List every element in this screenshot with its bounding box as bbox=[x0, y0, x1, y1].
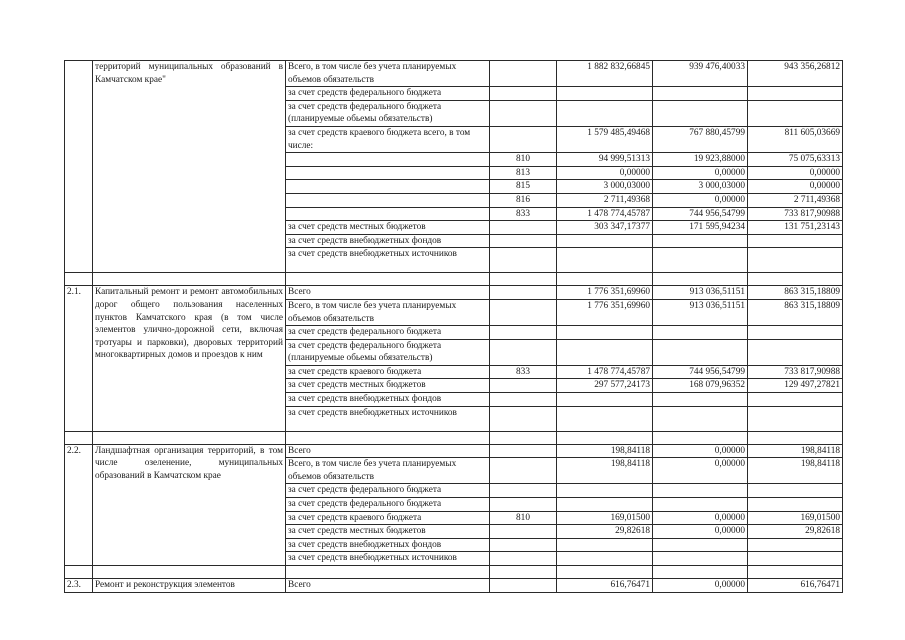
amount-total: 169,01500 bbox=[557, 511, 653, 525]
amount-period-2: 198,84118 bbox=[748, 444, 843, 458]
amount-total: 1 579 485,49468 bbox=[557, 126, 653, 152]
empty-cell bbox=[490, 431, 557, 444]
amount-period-2: 0,00000 bbox=[748, 180, 843, 194]
amount-period-1 bbox=[653, 248, 748, 273]
empty-cell bbox=[490, 273, 557, 286]
section-gap-row bbox=[65, 431, 843, 444]
funding-source-label bbox=[286, 193, 490, 207]
amount-period-2 bbox=[748, 100, 843, 126]
funding-source-label: за счет средств краевого бюджета bbox=[286, 511, 490, 525]
funding-source-label: за счет средств внебюджетных источников bbox=[286, 248, 490, 273]
empty-cell bbox=[93, 566, 286, 579]
amount-period-1 bbox=[653, 326, 748, 340]
amount-period-1: 168 079,96352 bbox=[653, 379, 748, 393]
budget-code bbox=[490, 100, 557, 126]
table-row bbox=[65, 579, 843, 593]
budget-code: 810 bbox=[490, 511, 557, 525]
budget-code bbox=[490, 326, 557, 340]
budget-code: 810 bbox=[490, 153, 557, 167]
amount-period-1: 0,00000 bbox=[653, 166, 748, 180]
amount-period-2 bbox=[748, 406, 843, 431]
table-row bbox=[65, 61, 843, 87]
amount-period-2 bbox=[748, 552, 843, 566]
empty-cell bbox=[557, 566, 653, 579]
amount-period-2: 863 315,18809 bbox=[748, 286, 843, 300]
budget-table bbox=[64, 60, 843, 593]
amount-total bbox=[557, 484, 653, 498]
amount-total: 1 478 774,45787 bbox=[557, 365, 653, 379]
empty-cell bbox=[65, 566, 93, 579]
budget-code bbox=[490, 87, 557, 101]
funding-source-label: за счет средств местных бюджетов bbox=[286, 221, 490, 235]
budget-code: 833 bbox=[490, 365, 557, 379]
budget-table-body bbox=[65, 61, 843, 593]
amount-total bbox=[557, 339, 653, 365]
budget-code bbox=[490, 126, 557, 152]
empty-cell bbox=[286, 431, 490, 444]
amount-period-1: 19 923,88000 bbox=[653, 153, 748, 167]
empty-cell bbox=[557, 273, 653, 286]
funding-source-label bbox=[286, 166, 490, 180]
amount-period-1: 913 036,51151 bbox=[653, 286, 748, 300]
empty-cell bbox=[748, 431, 843, 444]
budget-code bbox=[490, 61, 557, 87]
empty-cell bbox=[93, 431, 286, 444]
amount-period-2: 29,82618 bbox=[748, 525, 843, 539]
amount-period-2 bbox=[748, 498, 843, 512]
amount-period-2: 75 075,63313 bbox=[748, 153, 843, 167]
section-name: Капитальный ремонт и ремонт автомобильных дорог общего пользования населенных пунктов Камчатского края (в том числе элементов улично-дорожной сети, включая тротуары и парковки), дворовых территорий многоквартирных домов и проездов к ним bbox=[93, 286, 286, 431]
funding-source-label: за счет средств внебюджетных фондов bbox=[286, 393, 490, 407]
empty-cell bbox=[557, 431, 653, 444]
amount-total: 29,82618 bbox=[557, 525, 653, 539]
funding-source-label: за счет средств федерального бюджета bbox=[286, 498, 490, 512]
amount-period-2: 616,76471 bbox=[748, 579, 843, 593]
empty-cell bbox=[653, 431, 748, 444]
budget-code bbox=[490, 498, 557, 512]
amount-period-1: 0,00000 bbox=[653, 444, 748, 458]
empty-cell bbox=[653, 566, 748, 579]
amount-period-1 bbox=[653, 498, 748, 512]
amount-period-2: 863 315,18809 bbox=[748, 299, 843, 325]
amount-total bbox=[557, 538, 653, 552]
budget-code bbox=[490, 484, 557, 498]
empty-cell bbox=[748, 566, 843, 579]
budget-code: 815 bbox=[490, 180, 557, 194]
amount-period-1 bbox=[653, 100, 748, 126]
amount-total: 1 776 351,69960 bbox=[557, 299, 653, 325]
amount-total bbox=[557, 100, 653, 126]
funding-source-label: за счет средств внебюджетных источников bbox=[286, 406, 490, 431]
section-name: территорий муниципальных образований в Камчатском крае" bbox=[93, 61, 286, 273]
empty-cell bbox=[490, 566, 557, 579]
budget-code bbox=[490, 444, 557, 458]
amount-period-1: 171 595,94234 bbox=[653, 221, 748, 235]
amount-period-2 bbox=[748, 339, 843, 365]
amount-period-2: 733 817,90988 bbox=[748, 207, 843, 221]
amount-period-1: 0,00000 bbox=[653, 193, 748, 207]
amount-total bbox=[557, 498, 653, 512]
amount-total bbox=[557, 234, 653, 248]
funding-source-label: Всего, в том числе без учета планируемых объемов обязательств bbox=[286, 458, 490, 484]
section-number: 2.1. bbox=[65, 286, 93, 431]
funding-source-label bbox=[286, 180, 490, 194]
amount-total bbox=[557, 552, 653, 566]
funding-source-label: за счет средств внебюджетных источников bbox=[286, 552, 490, 566]
amount-total: 616,76471 bbox=[557, 579, 653, 593]
amount-period-2 bbox=[748, 326, 843, 340]
amount-period-1 bbox=[653, 552, 748, 566]
budget-code bbox=[490, 393, 557, 407]
amount-period-2 bbox=[748, 393, 843, 407]
empty-cell bbox=[286, 566, 490, 579]
funding-source-label: за счет средств краевого бюджета bbox=[286, 365, 490, 379]
empty-cell bbox=[65, 273, 93, 286]
empty-cell bbox=[286, 273, 490, 286]
amount-period-2 bbox=[748, 538, 843, 552]
amount-total: 3 000,03000 bbox=[557, 180, 653, 194]
amount-period-2: 2 711,49368 bbox=[748, 193, 843, 207]
amount-period-2: 943 356,26812 bbox=[748, 61, 843, 87]
amount-period-1 bbox=[653, 484, 748, 498]
funding-source-label: за счет средств федерального бюджета (планируемые обьемы обязательств) bbox=[286, 100, 490, 126]
budget-code bbox=[490, 248, 557, 273]
budget-code bbox=[490, 234, 557, 248]
funding-source-label: за счет средств внебюджетных фондов bbox=[286, 234, 490, 248]
funding-source-label: за счет средств федерального бюджета bbox=[286, 87, 490, 101]
table-row bbox=[65, 444, 843, 458]
amount-period-1: 0,00000 bbox=[653, 511, 748, 525]
budget-code bbox=[490, 525, 557, 539]
section-gap-row bbox=[65, 273, 843, 286]
amount-period-2: 0,00000 bbox=[748, 166, 843, 180]
section-name: Ландшафтная организация территорий, в том числе озеленение, муниципальных образований в Камчатском крае bbox=[93, 444, 286, 565]
section-name: Ремонт и реконструкция элементов bbox=[93, 579, 286, 593]
amount-total: 1 882 832,66845 bbox=[557, 61, 653, 87]
amount-period-1 bbox=[653, 393, 748, 407]
budget-code: 833 bbox=[490, 207, 557, 221]
amount-period-1: 913 036,51151 bbox=[653, 299, 748, 325]
amount-period-2: 198,84118 bbox=[748, 458, 843, 484]
empty-cell bbox=[748, 273, 843, 286]
amount-total: 198,84118 bbox=[557, 458, 653, 484]
budget-code bbox=[490, 538, 557, 552]
budget-code: 813 bbox=[490, 166, 557, 180]
budget-code bbox=[490, 339, 557, 365]
budget-code bbox=[490, 552, 557, 566]
amount-period-1 bbox=[653, 339, 748, 365]
funding-source-label: за счет средств федерального бюджета bbox=[286, 326, 490, 340]
funding-source-label: за счет средств внебюджетных фондов bbox=[286, 538, 490, 552]
table-row bbox=[65, 286, 843, 300]
amount-total: 1 478 774,45787 bbox=[557, 207, 653, 221]
budget-code: 816 bbox=[490, 193, 557, 207]
amount-period-1: 744 956,54799 bbox=[653, 207, 748, 221]
budget-code bbox=[490, 458, 557, 484]
funding-source-label: за счет средств местных бюджетов bbox=[286, 525, 490, 539]
amount-period-2: 733 817,90988 bbox=[748, 365, 843, 379]
amount-total: 94 999,51313 bbox=[557, 153, 653, 167]
amount-total: 297 577,24173 bbox=[557, 379, 653, 393]
amount-total bbox=[557, 326, 653, 340]
section-number bbox=[65, 61, 93, 273]
amount-period-1 bbox=[653, 406, 748, 431]
amount-period-1: 767 880,45799 bbox=[653, 126, 748, 152]
empty-cell bbox=[65, 431, 93, 444]
section-number: 2.2. bbox=[65, 444, 93, 565]
amount-total bbox=[557, 406, 653, 431]
amount-period-2 bbox=[748, 87, 843, 101]
funding-source-label: за счет средств федерального бюджета (планируемые обьемы обязательств) bbox=[286, 339, 490, 365]
amount-total: 1 776 351,69960 bbox=[557, 286, 653, 300]
amount-period-2: 131 751,23143 bbox=[748, 221, 843, 235]
funding-source-label bbox=[286, 207, 490, 221]
budget-code bbox=[490, 286, 557, 300]
amount-period-2 bbox=[748, 248, 843, 273]
amount-period-2: 169,01500 bbox=[748, 511, 843, 525]
budget-code bbox=[490, 379, 557, 393]
funding-source-label: Всего, в том числе без учета планируемых объемов обязательств bbox=[286, 61, 490, 87]
amount-period-1 bbox=[653, 234, 748, 248]
funding-source-label bbox=[286, 153, 490, 167]
section-number: 2.3. bbox=[65, 579, 93, 593]
funding-source-label: Всего bbox=[286, 579, 490, 593]
funding-source-label: Всего, в том числе без учета планируемых объемов обязательств bbox=[286, 299, 490, 325]
budget-code bbox=[490, 221, 557, 235]
funding-source-label: за счет средств местных бюджетов bbox=[286, 379, 490, 393]
amount-period-1: 0,00000 bbox=[653, 579, 748, 593]
funding-source-label: Всего bbox=[286, 444, 490, 458]
amount-total: 2 711,49368 bbox=[557, 193, 653, 207]
funding-source-label: за счет средств федерального бюджета bbox=[286, 484, 490, 498]
amount-period-1: 939 476,40033 bbox=[653, 61, 748, 87]
amount-period-1: 0,00000 bbox=[653, 525, 748, 539]
amount-total bbox=[557, 393, 653, 407]
budget-code bbox=[490, 579, 557, 593]
empty-cell bbox=[93, 273, 286, 286]
amount-period-2: 129 497,27821 bbox=[748, 379, 843, 393]
amount-period-2 bbox=[748, 484, 843, 498]
amount-period-2: 811 605,03669 bbox=[748, 126, 843, 152]
budget-code bbox=[490, 299, 557, 325]
funding-source-label: Всего bbox=[286, 286, 490, 300]
section-gap-row bbox=[65, 566, 843, 579]
amount-period-1: 744 956,54799 bbox=[653, 365, 748, 379]
amount-period-1 bbox=[653, 87, 748, 101]
amount-period-1: 3 000,03000 bbox=[653, 180, 748, 194]
amount-total: 303 347,17377 bbox=[557, 221, 653, 235]
amount-total: 198,84118 bbox=[557, 444, 653, 458]
amount-total: 0,00000 bbox=[557, 166, 653, 180]
funding-source-label: за счет средств краевого бюджета всего, в том числе: bbox=[286, 126, 490, 152]
budget-sheet bbox=[64, 60, 842, 593]
amount-period-2 bbox=[748, 234, 843, 248]
amount-total bbox=[557, 87, 653, 101]
amount-period-1 bbox=[653, 538, 748, 552]
amount-total bbox=[557, 248, 653, 273]
budget-code bbox=[490, 406, 557, 431]
empty-cell bbox=[653, 273, 748, 286]
amount-period-1: 0,00000 bbox=[653, 458, 748, 484]
